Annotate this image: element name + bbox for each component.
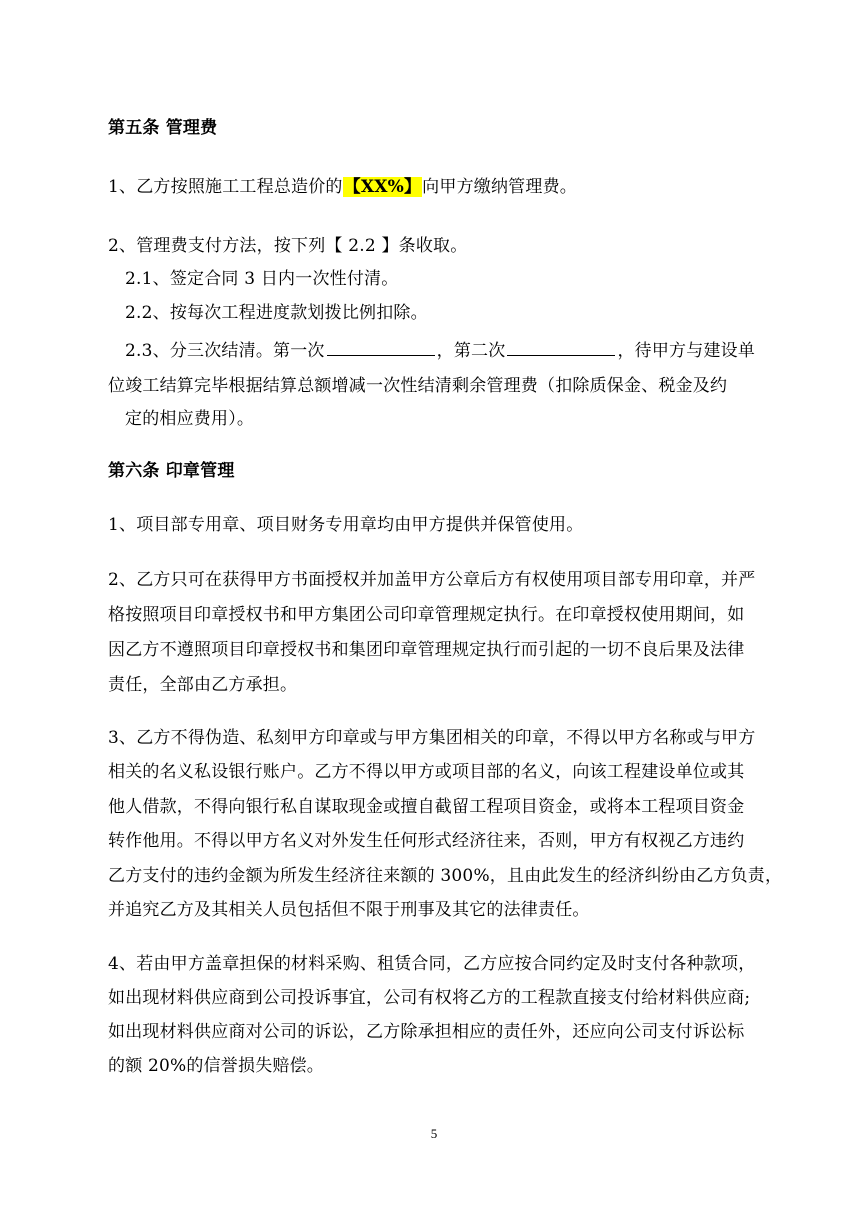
article6-p3-line: 3、乙方不得伪造、私刻甲方印章或与甲方集团相关的印章，不得以甲方名称或与甲方	[108, 728, 756, 748]
article6-p1: 1、项目部专用章、项目财务专用章均由甲方提供并保管使用。	[108, 515, 584, 535]
article6-p4-line: 的额 20%的信誉损失赔偿。	[108, 1056, 324, 1076]
article6-p3-line: 相关的名义私设银行账户。乙方不得以甲方或项目部的名义，向该工程建设单位或其	[108, 762, 745, 782]
article6-p4-line: 如出现材料供应商到公司投诉事宜，公司有权将乙方的工程款直接支付给材料供应商;	[108, 988, 751, 1008]
article6-p2-line: 责任，全部由乙方承担。	[108, 675, 298, 695]
article5-p2-3-line2: 位竣工结算完毕根据结算总额增减一次性结清剩余管理费（扣除质保金、税金及约	[108, 376, 728, 396]
page-number: 5	[430, 1126, 438, 1141]
article6-p2-line: 格按照项目印章授权书和甲方集团公司印章管理规定执行。在印章授权使用期间，如	[108, 605, 745, 625]
blank-second-payment	[507, 339, 615, 356]
article5-p2-1: 2.1、签定合同 3 日内一次性付清。	[125, 269, 399, 289]
article5-title: 第五条 管理费	[108, 118, 218, 138]
article6-p2-line: 2、乙方只可在获得甲方书面授权并加盖甲方公章后方有权使用项目部专用印章，并严	[108, 570, 756, 590]
article6-p4-line: 如出现材料供应商对公司的诉讼，乙方除承担相应的责任外，还应向公司支付诉讼标	[108, 1022, 745, 1042]
article6-p2-line: 因乙方不遵照项目印章授权书和集团印章管理规定执行而引起的一切不良后果及法律	[108, 640, 745, 660]
article5-p2-3-a: 2.3、分三次结清。第一次	[125, 341, 325, 361]
article6-p3-line: 转作他用。不得以甲方名义对外发生任何形式经济往来，否则，甲方有权视乙方违约	[108, 831, 745, 851]
article5-p2: 2、管理费支付方法，按下列【 2.2 】条收取。	[108, 236, 468, 256]
article5-p1-after: 向甲方缴纳管理费。	[422, 177, 577, 197]
article5-p2-3-b: ，第二次	[436, 341, 506, 361]
article5-p1-before: 1、乙方按照施工工程总造价的	[108, 177, 343, 197]
article5-p2-3	[125, 339, 755, 362]
article5-p2-2: 2.2、按每次工程进度款划拨比例扣除。	[125, 303, 428, 323]
article5-p1	[108, 176, 577, 198]
blank-first-payment	[327, 339, 435, 356]
article5-p2-3-c: ，待甲方与建设单	[617, 341, 756, 361]
article6-p3-line: 乙方支付的违约金额为所发生经济往来额的 300%，且由此发生的经济纠纷由乙方负责，	[108, 866, 783, 886]
article6-title: 第六条 印章管理	[108, 461, 235, 481]
article6-p3-line: 他人借款，不得向银行私自谋取现金或擅自截留工程项目资金，或将本工程项目资金	[108, 797, 745, 817]
article6-p4-line: 4、若由甲方盖章担保的材料采购、租赁合同，乙方应按合同约定及时支付各种款项，	[108, 954, 756, 974]
article5-p1-highlight: 【XX%】	[343, 177, 422, 197]
article5-p2-3-line3: 定的相应费用）。	[125, 409, 255, 429]
article6-p3-line: 并追究乙方及其相关人员包括但不限于刑事及其它的法律责任。	[108, 900, 590, 920]
